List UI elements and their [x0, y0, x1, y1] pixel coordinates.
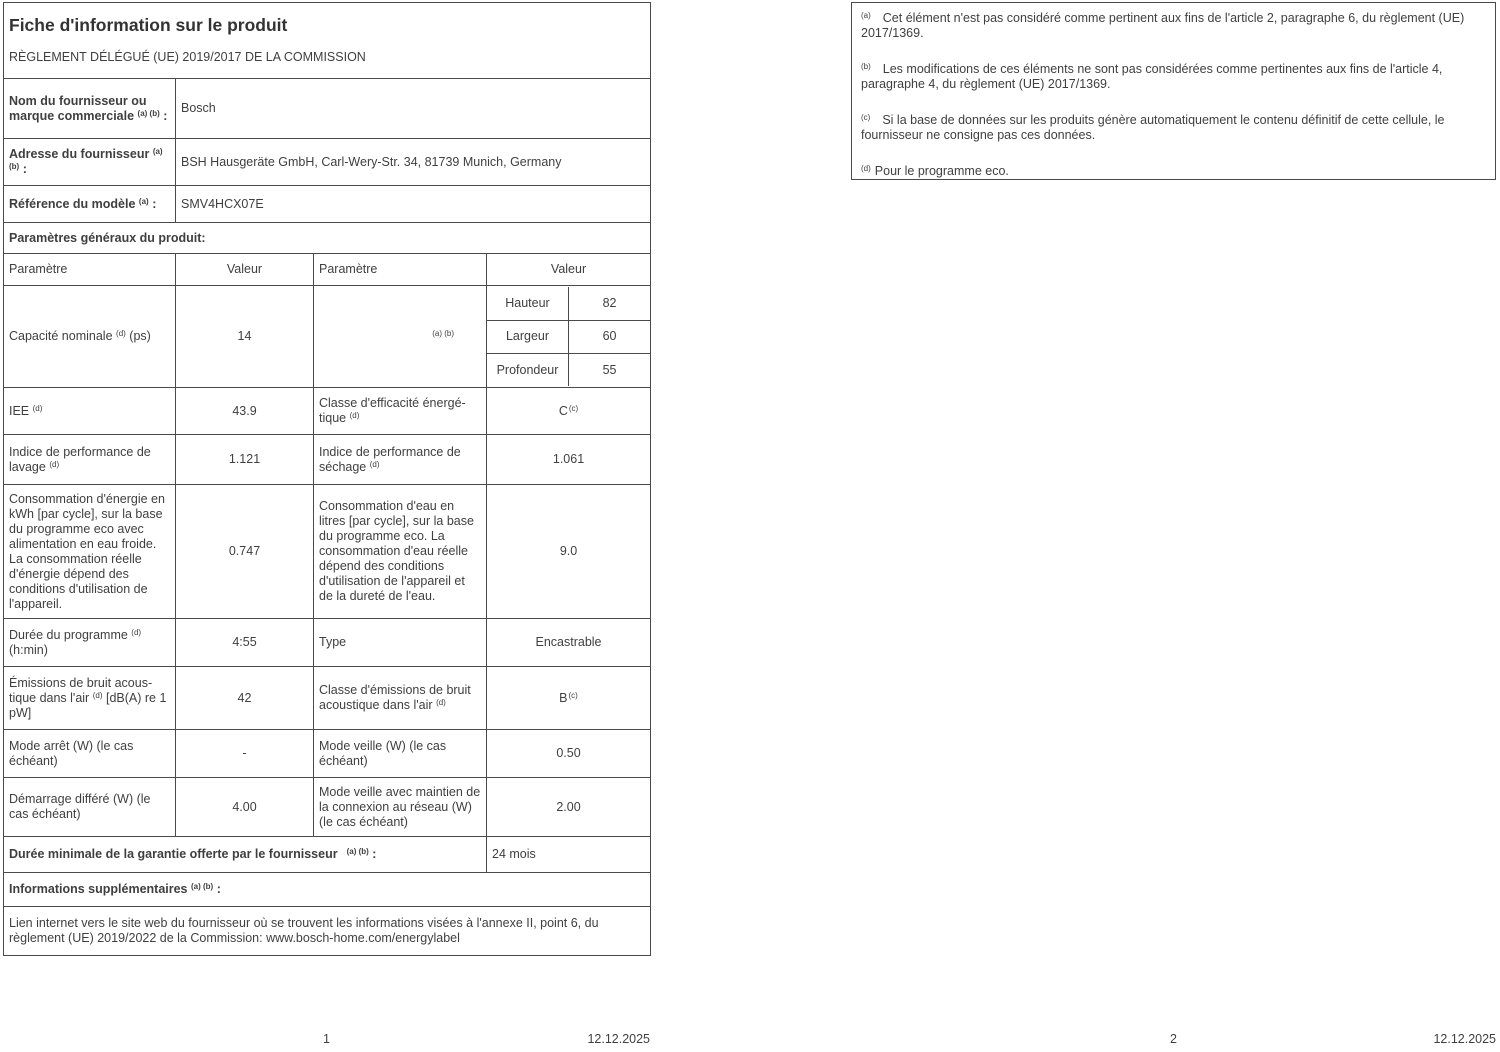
noise-class-letter: B: [559, 690, 568, 705]
page-title: Fiche d'information sur le produit: [9, 15, 288, 35]
warranty-label: [4, 837, 487, 873]
title-cell: [4, 3, 651, 79]
dry-index-text: Indice de performance de séchage: [319, 444, 461, 474]
iee-label: [4, 388, 176, 435]
supplier-row: [4, 79, 651, 139]
col-header-param-1: Paramètre: [4, 254, 176, 286]
capacity-unit: (ps): [129, 329, 151, 343]
noise-emission-label: [4, 667, 176, 730]
capacity-label: [4, 286, 176, 388]
col-header-param-2: Paramètre: [314, 254, 487, 286]
wash-index-text: Indice de performance de lavage: [9, 444, 151, 474]
duration-type-row: [4, 619, 651, 667]
model-reference-label: [4, 186, 176, 223]
footnote-a-text: Cet élément n'est pas considéré comme pertinent aux fins de l'article 2, paragraphe 6, du règlement (UE) 2017/1369.: [861, 11, 1465, 40]
supplier-link-row: [4, 907, 651, 956]
energy-consumption-label: Consommation d'énergie en kWh [par cycle], sur la base du programme eco avec alimentation en eau froide. La consommation réelle d'énergie dépend des conditions d'utilisation de l'appareil.: [4, 485, 176, 619]
wash-index-sup: (d): [49, 459, 60, 469]
page2-number: 2: [1170, 1032, 1177, 1046]
type-value: Encastrable: [487, 619, 651, 667]
general-params-header: Paramètres généraux du produit:: [4, 223, 651, 254]
additional-info-sup: (a) (b): [191, 882, 214, 891]
noise-row: [4, 667, 651, 730]
additional-info-row: [4, 873, 651, 907]
general-params-header-row: [4, 223, 651, 254]
model-reference-text: Référence du modèle: [9, 196, 136, 211]
capacity-text: Capacité nominale: [9, 329, 113, 343]
iee-value: 43.9: [176, 388, 314, 435]
regulation-subtitle: RÈGLEMENT DÉLÉGUÉ (UE) 2019/2017 DE LA COMMISSION: [9, 50, 366, 64]
dimension-depth-value: 55: [568, 353, 650, 386]
col-header-value-2: Valeur: [487, 254, 651, 286]
off-mode-value: -: [176, 730, 314, 778]
model-reference-colon: :: [152, 196, 157, 211]
title-row: [4, 3, 651, 79]
capacity-value: 14: [176, 286, 314, 388]
program-duration-label: [4, 619, 176, 667]
energy-class-sup: (d): [349, 411, 360, 420]
performance-index-row: [4, 435, 651, 485]
footnote-b-marker: (b): [861, 62, 871, 71]
noise-class-sup: (d): [436, 698, 446, 707]
warranty-row: [4, 837, 651, 873]
footnote-d-text: Pour le programme eco.: [874, 164, 1009, 178]
page2-footer: [851, 1032, 1496, 1048]
delayed-networked-row: [4, 778, 651, 837]
warranty-sup: (a) (b): [346, 847, 369, 856]
energy-class-letter: C: [558, 403, 568, 418]
standby-value: 0.50: [487, 730, 651, 778]
footnote-b: [861, 62, 1486, 92]
energy-consumption-value: 0.747: [176, 485, 314, 619]
warranty-colon: :: [372, 847, 377, 861]
noise-class-value: [487, 667, 651, 730]
supplier-name-sup: (a) (b): [137, 108, 160, 118]
noise-emission-sup: (d): [92, 690, 103, 700]
wash-index-label: [4, 435, 176, 485]
footnote-d: [861, 164, 1486, 179]
dimension-height-label: Hauteur: [505, 295, 550, 310]
delayed-start-label: Démarrage différé (W) (le cas échéant): [4, 778, 176, 837]
dimension-depth-label: Profondeur: [487, 353, 568, 386]
footnote-c-text: Si la base de données sur les produits génère automatiquement le contenu définitif de cette cellule, le fournisseur ne consigne pas ces données.: [861, 113, 1445, 142]
supplier-address-label: [4, 139, 176, 186]
model-reference-value: SMV4HCX07E: [176, 186, 651, 223]
dry-index-sup: (d): [369, 459, 380, 469]
page2-date: 12.12.2025: [1433, 1032, 1496, 1046]
additional-info-colon: :: [216, 882, 221, 896]
consumption-row: [4, 485, 651, 619]
iee-text: IEE: [9, 403, 30, 418]
supplier-name-colon: :: [163, 108, 168, 123]
noise-emission-unit: [dB(A) re 1 pW]: [9, 690, 167, 720]
page1-number: 1: [323, 1032, 330, 1046]
footnote-b-text: Les modifications de ces éléments ne sont pas considérées comme pertinentes aux fins de l'article 4, paragraphe 4, du règlement (UE) 2017/1369.: [861, 62, 1443, 91]
model-reference-sup: (a): [138, 196, 149, 206]
iee-sup: (d): [32, 403, 43, 413]
dimensions-cell: [487, 286, 651, 388]
dimensions-label: [314, 286, 487, 388]
program-duration-unit: (h:min): [9, 642, 48, 657]
col-header-value-1: Valeur: [176, 254, 314, 286]
energy-class-value-sup: (c): [568, 403, 579, 413]
footnote-a-marker: (a): [861, 11, 871, 20]
iee-row: [4, 388, 651, 435]
noise-class-label: [314, 667, 487, 730]
networked-standby-label: Mode veille avec maintien de la connexion au réseau (W) (le cas échéant): [314, 778, 487, 837]
noise-emission-value: 42: [176, 667, 314, 730]
supplier-address-sup: (a) (b): [9, 147, 163, 171]
supplier-link-text: Lien internet vers le site web du fournisseur où se trouvent les informations visées à l'annexe II, point 6, du règlement (UE) 2019/2022 de la Commission: www.bosch-home.com/energylabel: [4, 907, 651, 956]
dimension-height-value: 82: [568, 287, 650, 320]
capacity-sup: (d): [116, 329, 126, 338]
noise-emission-text: Émissions de bruit acoustique dans l'air: [9, 675, 153, 705]
energy-class-value: [487, 388, 651, 435]
networked-standby-value: 2.00: [487, 778, 651, 837]
wash-index-value: 1.121: [176, 435, 314, 485]
delayed-start-value: 4.00: [176, 778, 314, 837]
supplier-address-text: Adresse du fournisseur: [9, 147, 150, 161]
footnotes-box: [851, 2, 1496, 180]
noise-class-text: Classe d'émissions de bruit acoustique dans l'air: [319, 683, 471, 712]
address-row: [4, 139, 651, 186]
dimension-width-label: Largeur: [487, 320, 568, 353]
standby-label: Mode veille (W) (le cas échéant): [314, 730, 487, 778]
dimensions-subtable: [487, 287, 650, 387]
noise-class-value-sup: (c): [568, 690, 578, 700]
warranty-text: Durée minimale de la garantie offerte par le fournisseur: [9, 847, 338, 861]
program-duration-sup: (d): [131, 627, 142, 637]
footnote-d-marker: (d): [861, 164, 871, 173]
page1-footer: [3, 1032, 650, 1048]
footnote-c: [861, 113, 1486, 143]
dimension-width-value: 60: [568, 320, 650, 353]
supplier-name-label: [4, 79, 176, 139]
water-consumption-label: Consommation d'eau en litres [par cycle], sur la base du programme eco. La consommation d'eau réelle dépend des conditions d'utilisation de l'appareil et de la dureté de l'eau.: [314, 485, 487, 619]
capacity-row: [4, 286, 651, 388]
footnote-a: [861, 11, 1486, 41]
dimensions-sup: (a) (b): [432, 329, 454, 338]
energy-class-text: Classe d'efficacité énergétique: [319, 396, 466, 425]
dry-index-label: [314, 435, 487, 485]
additional-info-label: [4, 873, 651, 907]
column-header-row: [4, 254, 651, 286]
program-duration-value: 4:55: [176, 619, 314, 667]
additional-info-text: Informations supplémentaires: [9, 882, 188, 896]
off-mode-label: Mode arrêt (W) (le cas échéant): [4, 730, 176, 778]
supplier-name-value: Bosch: [176, 79, 651, 139]
model-row: [4, 186, 651, 223]
energy-class-label: [314, 388, 487, 435]
type-label: Type: [314, 619, 487, 667]
dry-index-value: 1.061: [487, 435, 651, 485]
page1-date: 12.12.2025: [587, 1032, 650, 1046]
program-duration-text: Durée du programme: [9, 627, 128, 642]
product-fiche-table: [3, 2, 651, 956]
off-standby-row: [4, 730, 651, 778]
supplier-address-colon: :: [22, 162, 27, 176]
footnote-c-marker: (c): [861, 113, 871, 122]
water-consumption-value: 9.0: [487, 485, 651, 619]
warranty-value: 24 mois: [487, 837, 651, 873]
supplier-name-text: Nom du fournisseur ou marque commerciale: [9, 93, 147, 123]
supplier-address-value: BSH Hausgeräte GmbH, Carl-Wery-Str. 34, 81739 Munich, Germany: [176, 139, 651, 186]
